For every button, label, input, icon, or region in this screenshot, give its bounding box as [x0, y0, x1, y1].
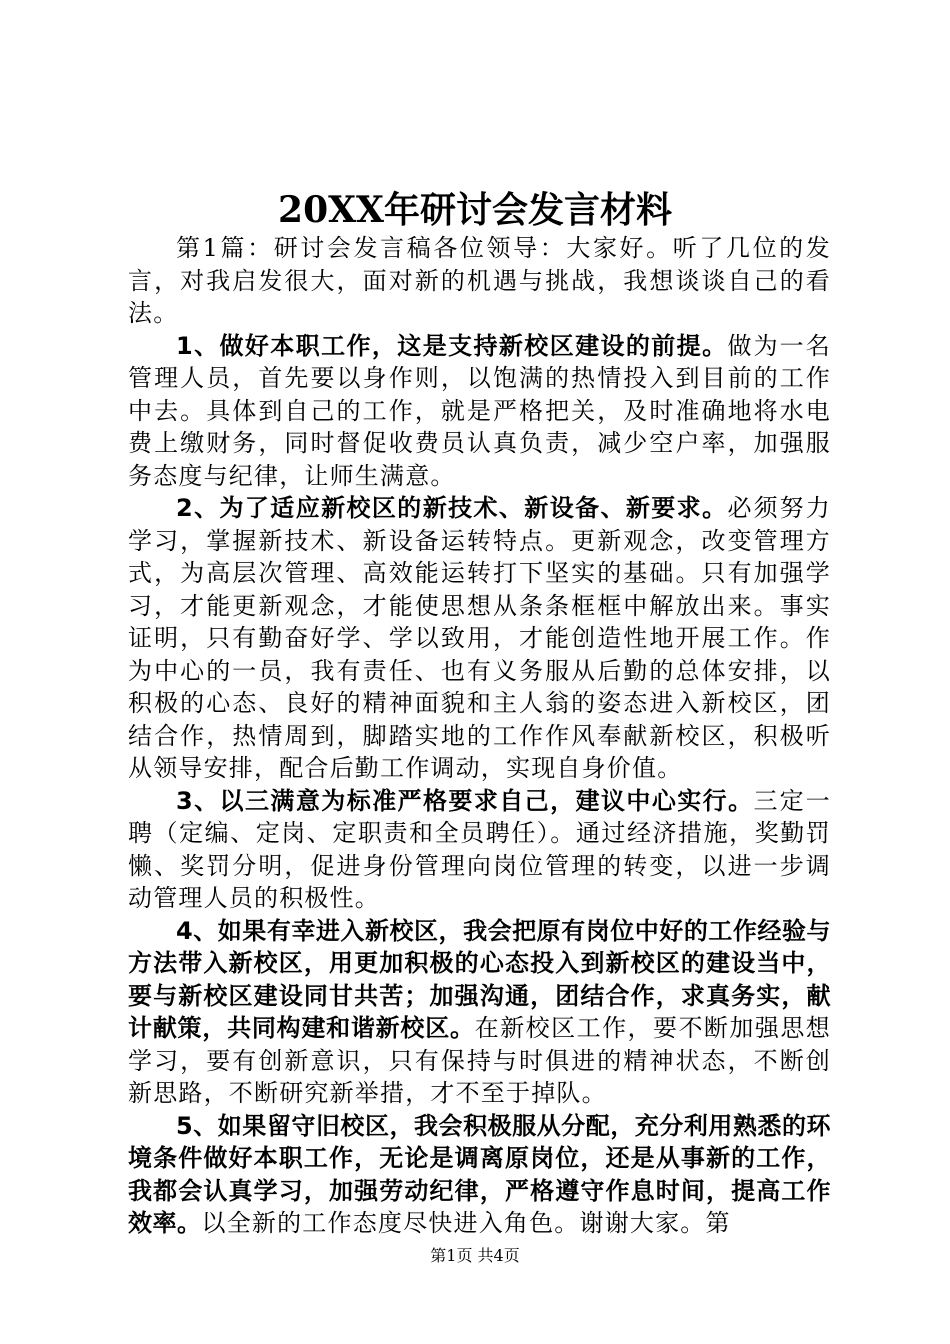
- page-title: 20XX年研讨会发言材料: [278, 189, 672, 231]
- paragraph-lead: 3、以三满意为标准严格要求自己，建议中心实行。: [176, 786, 754, 815]
- paragraph-text: 在新校区工作，要不断加强思想学习，要有创新意识，只有保持与时俱进的精神状态，不断创新思路，不断研究新举措，才不至于掉队。: [128, 1014, 831, 1107]
- paragraph-point-4: [128, 915, 831, 1110]
- paragraph-text: 以全新的工作态度尽快进入角色。谢谢大家。第: [201, 1209, 731, 1237]
- paragraph-lead: 5、如果留守旧校区，我会积极服从分配，充分利用熟悉的环境条件做好本职工作，无论是调离原岗位，还是从事新的工作，我都会认真学习，加强劳动纪律，严格遵守作息时间，提高工作效率。: [128, 1111, 831, 1237]
- paragraph-text: 做为一名管理人员，首先要以身作则，以饱满的热情投入到目前的工作中去。具体到自己的工作，就是严格把关，及时准确地将水电费上缴财务，同时督促收费员认真负责，减少空户率，加强服务态度与纪律，让师生满意。: [128, 331, 831, 490]
- page-footer: 第1页 共4页: [430, 1246, 520, 1265]
- paragraph-point-3: [128, 785, 831, 915]
- document-body: [128, 232, 831, 1240]
- paragraph-point-5: [128, 1110, 831, 1240]
- paragraph-point-2: [128, 492, 831, 785]
- paragraph-text: 三定一聘（定编、定岗、定职责和全员聘任）。通过经济措施，奖勤罚懒、奖罚分明，促进身份管理向岗位管理的转变，以进一步调动管理人员的积极性。: [128, 786, 831, 912]
- paragraph-text: 第1篇：研讨会发言稿各位领导：大家好。听了几位的发言，对我启发很大，面对新的机遇与挑战，我想谈谈自己的看法。: [128, 234, 831, 327]
- paragraph-lead: 1、做好本职工作，这是支持新校区建设的前提。: [176, 331, 728, 360]
- paragraph-lead: 4、如果有幸进入新校区，我会把原有岗位中好的工作经验与方法带入新校区，用更加积极的心态投入到新校区的建设当中，要与新校区建设同甘共苦；加强沟通，团结合作，求真务实，献计献策，共同构建和谐新校区。: [128, 916, 831, 1042]
- paragraph-text: 必须努力学习，掌握新技术、新设备运转特点。更新观念，改变管理方式，为高层次管理、高效能运转打下坚实的基础。只有加强学习，才能更新观念，才能使思想从条条框框中解放出来。事实证明，只有勤奋好学、学以致用，才能创造性地开展工作。作为中心的一员，我有责任、也有义务服从后勤的总体安排，以积极的心态、良好的精神面貌和主人翁的姿态进入新校区，团结合作，热情周到，脚踏实地的工作作风奉献新校区，积极听从领导安排，配合后勤工作调动，实现自身价值。: [128, 494, 831, 782]
- paragraph-point-1: [128, 330, 831, 493]
- paragraph-lead: 2、为了适应新校区的新技术、新设备、新要求。: [176, 494, 728, 522]
- paragraph-intro: [128, 232, 831, 330]
